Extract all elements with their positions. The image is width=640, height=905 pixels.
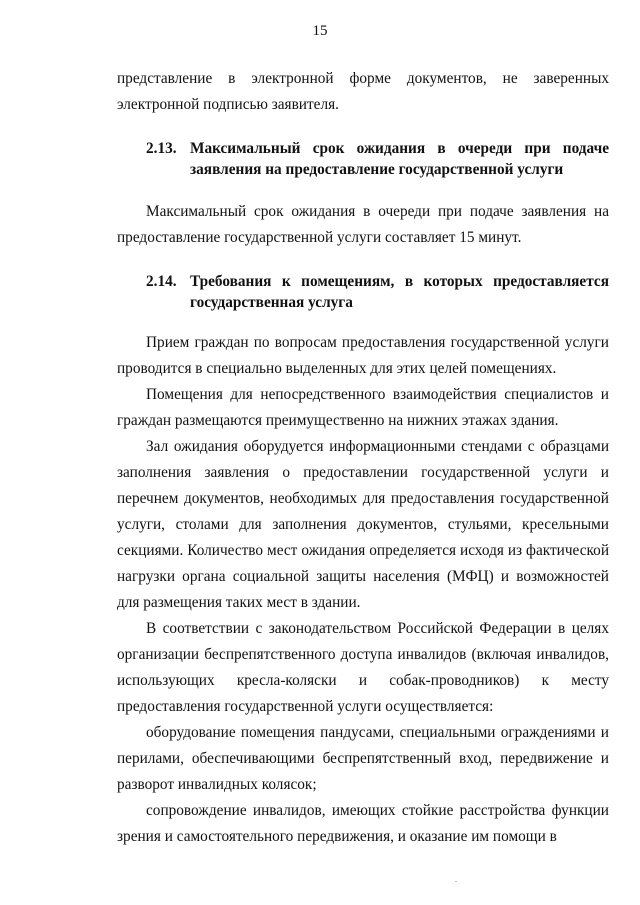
document-body <box>117 66 609 850</box>
paragraph-2-14-assistance: сопровождение инвалидов, имеющих стойкие расстройства функции зрения и самостоятельного передвижения, и оказание им помощи в <box>117 802 609 845</box>
section-heading-2-14 <box>117 271 609 313</box>
section-heading-2-13 <box>117 138 609 180</box>
paragraph-2-14-reception: Прием граждан по вопросам предоставления государственной услуги проводится в специально выделенных для этих целей помещениях. <box>117 334 609 377</box>
section-title: Максимальный срок ожидания в очереди при подаче заявления на предоставление государственной услуги <box>190 140 609 178</box>
section-number: 2.14. <box>146 273 177 290</box>
paragraph-intro: представление в электронной форме документов, не заверенных электронной подписью заявителя. <box>117 70 609 113</box>
paragraph-2-14-accessibility: В соответствии с законодательством Российской Федерации в целях организации беспрепятственного доступа инвалидов (включая инвалидов, использующих кресла-коляски и собак-проводников) к месту предоставления государственной услуги осуществляется: <box>117 620 609 715</box>
page-number: 15 <box>312 23 328 39</box>
paragraph-2-14-ramps: оборудование помещения пандусами, специальными ограждениями и перилами, обеспечивающими беспрепятственный вход, передвижение и разворот инвалидных колясок; <box>117 724 609 793</box>
paragraph-2-14-premises: Помещения для непосредственного взаимодействия специалистов и граждан размещаются преимущественно на нижних этажах здания. <box>117 386 609 429</box>
paragraph-2-13: Максимальный срок ожидания в очереди при подаче заявления на предоставление государственной услуги составляет 15 минут. <box>117 203 609 246</box>
section-number: 2.13. <box>146 140 177 157</box>
scan-artifact <box>455 881 457 882</box>
section-title: Требования к помещениям, в которых предоставляется государственная услуга <box>190 273 609 311</box>
paragraph-2-14-waiting-hall: Зал ожидания оборудуется информационными стендами с образцами заполнения заявления о предоставлении государственной услуги и перечнем документов, необходимых для предоставления государственной услуги, столами для заполнения документов, стульями, кресельными секциями. Количество мест ожидания определяется исходя из фактической нагрузки органа социальной защиты населения (МФЦ) и возможностей для размещения таких мест в здании. <box>117 438 609 611</box>
